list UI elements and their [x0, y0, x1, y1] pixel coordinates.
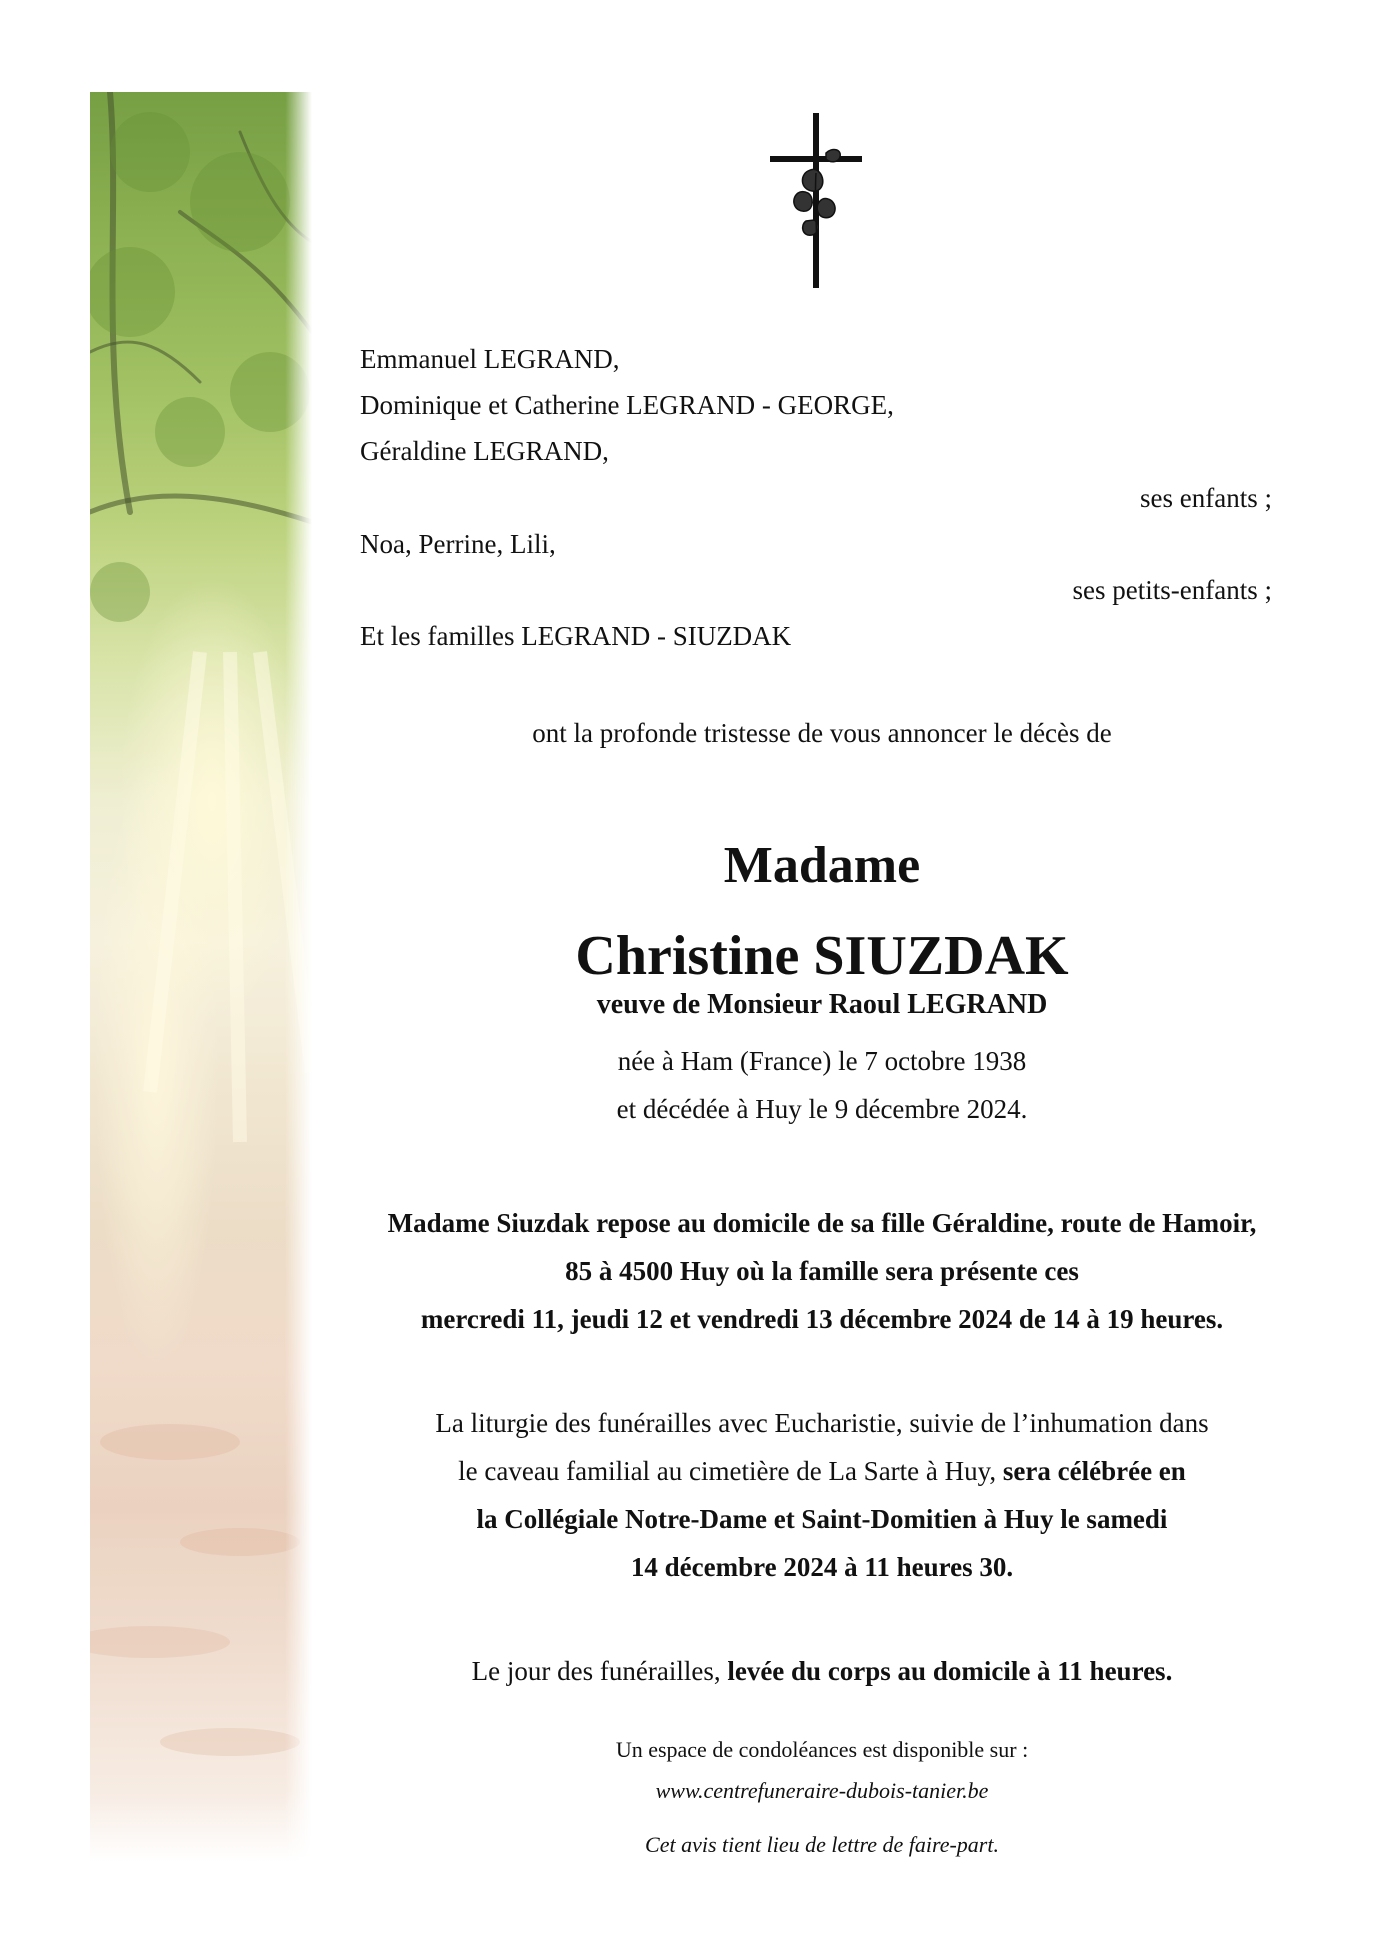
footer-note: Cet avis tient lieu de lettre de faire-part. [645, 1832, 999, 1857]
funeral-line-2-regular: le caveau familial au cimetière de La Sarte à Huy, [458, 1456, 1003, 1486]
family-line-5: Et les familles LEGRAND - SIUZDAK [360, 621, 792, 651]
funeral-line-2 [312, 1454, 1332, 1488]
funeral-line-4: 14 décembre 2024 à 11 heures 30. [630, 1552, 1014, 1582]
children-label: ses enfants ; [1140, 483, 1272, 513]
departure-bold: levée du corps au domicile à 11 heures. [727, 1656, 1173, 1686]
family-line-4: Noa, Perrine, Lili, [360, 529, 556, 559]
visitation-line-1: Madame Siuzdak repose au domicile de sa fille Géraldine, route de Hamoir, [387, 1208, 1257, 1238]
family-line-3: Géraldine LEGRAND, [360, 436, 609, 466]
family-line-2: Dominique et Catherine LEGRAND - GEORGE, [360, 390, 894, 420]
departure-regular: Le jour des funérailles, [471, 1656, 728, 1686]
birth-info: née à Ham (France) le 7 octobre 1938 [617, 1046, 1027, 1076]
widow-of: veuve de Monsieur Raoul LEGRAND [596, 989, 1048, 1020]
funeral-line-3: la Collégiale Notre-Dame et Saint-Domitien à Huy le samedi [476, 1504, 1168, 1534]
death-info: et décédée à Huy le 9 décembre 2024. [616, 1094, 1028, 1124]
family-line-1: Emmanuel LEGRAND, [360, 344, 620, 374]
forest-path-image [90, 92, 312, 1862]
funeral-line-1: La liturgie des funérailles avec Eucharistie, suivie de l’inhumation dans [435, 1408, 1209, 1438]
cross-with-rose-icon [770, 113, 862, 288]
announcement-text: ont la profonde tristesse de vous annoncer le décès de [532, 718, 1112, 748]
visitation-line-3: mercredi 11, jeudi 12 et vendredi 13 décembre 2024 de 14 à 19 heures. [420, 1304, 1224, 1334]
deceased-name: Christine SIUZDAK [575, 925, 1069, 987]
departure-line [312, 1654, 1332, 1688]
grandchildren-label: ses petits-enfants ; [1072, 575, 1272, 605]
condolences-website-link[interactable]: www.centrefuneraire-dubois-tanier.be [655, 1778, 989, 1803]
deceased-title: Madame [723, 837, 921, 894]
condolences-text: Un espace de condoléances est disponible sur : [615, 1737, 1029, 1762]
funeral-line-2-bold: sera célébrée en [1002, 1456, 1186, 1486]
visitation-line-2: 85 à 4500 Huy où la famille sera présente ces [565, 1256, 1079, 1286]
